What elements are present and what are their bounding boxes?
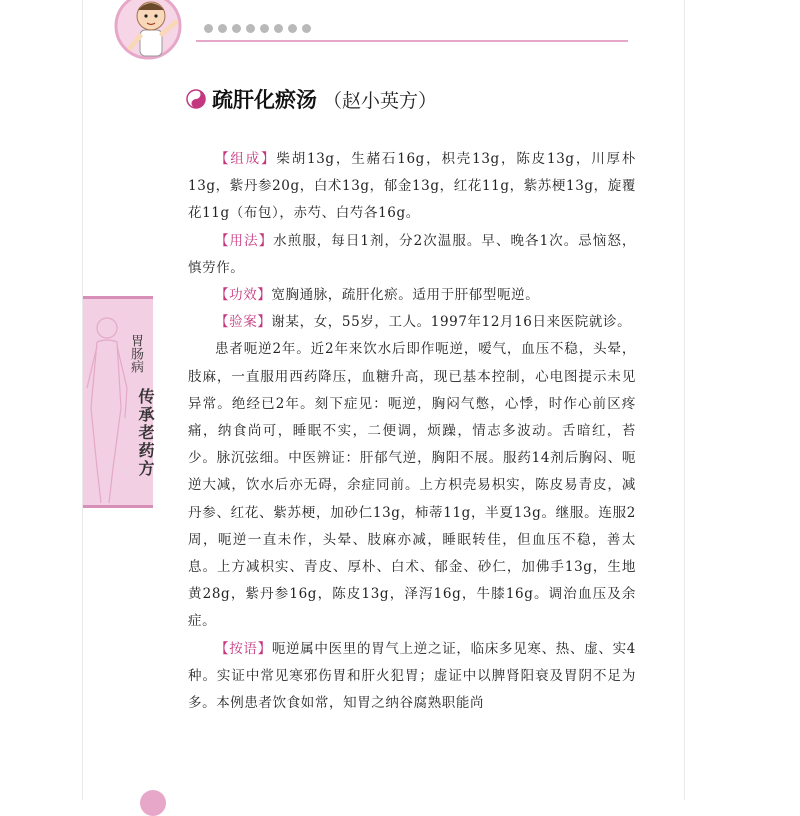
title-source: （赵小英方） xyxy=(323,89,438,112)
dot-icon xyxy=(274,24,283,33)
composition-paragraph xyxy=(188,146,636,228)
dot-icon xyxy=(232,24,241,33)
commentary-paragraph xyxy=(188,636,636,718)
recipe-title xyxy=(186,84,437,114)
recipe-body xyxy=(188,146,636,717)
dot-icon xyxy=(218,24,227,33)
section-tag: 【功效】 xyxy=(215,287,272,304)
title-main: 疏肝化瘀汤 xyxy=(212,88,317,112)
dot-icon xyxy=(204,24,213,33)
case-detail-paragraph xyxy=(188,336,636,635)
dot-icon xyxy=(246,24,255,33)
case-paragraph xyxy=(188,309,636,336)
section-text: 柴胡13g，生赭石16g，枳壳13g，陈皮13g，川厚朴13g，紫丹参20g，白术13g，郁金13g，红花11g，紫苏梗13g，旋覆花11g（布包），赤芍、白芍各16g。 xyxy=(188,151,636,222)
section-tag: 【按语】 xyxy=(215,640,272,657)
section-text: 患者呃逆2年。近2年来饮水后即作呃逆，嗳气，血压不稳，头晕，肢麻，一直服用西药降压，血糖升高，现已基本控制，心电图提示未见异常。绝经已2年。刻下症见：呃逆，胸闷气憋，心悸，时作心前区疼痛，纳食尚可，睡眠不实，二便调，烦躁，情志多波动。舌暗红，苔少。脉沉弦细。中医辨证：肝郁气逆，胸阳不展。服药14剂后胸闷、呃逆大减，饮水后亦无碍，余症同前。上方枳壳易枳实，陈皮易青皮，减丹参、红花、紫苏梗，加砂仁13g，柿蒂11g，半夏13g。继服。连服2周，呃逆一直未作，头晕、肢麻亦减，睡眠转佳，但血压不稳，善太息。上方减枳实、青皮、厚朴、白术、郁金、砂仁，加佛手13g，生地黄28g，紫丹参16g，陈皮13g，泽泻16g，牛膝16g。调治血压及余症。 xyxy=(188,341,636,630)
section-tag: 【用法】 xyxy=(215,232,274,249)
section-text: 呃逆属中医里的胃气上逆之证，临床多见寒、热、虚、实4种。实证中常见寒邪伤胃和肝火犯胃；虚证中以脾肾阳衰及胃阴不足为多。本例患者饮食如常，知胃之纳谷腐熟职能尚 xyxy=(188,640,636,712)
section-text: 宽胸通脉，疏肝化瘀。适用于肝郁型呃逆。 xyxy=(271,287,540,304)
page-edge-right xyxy=(684,0,685,800)
side-tab-rule-top xyxy=(83,296,153,299)
page-number-marker xyxy=(140,790,166,816)
dot-icon xyxy=(260,24,269,33)
section-tag: 【验案】 xyxy=(215,314,272,331)
header-dot-row xyxy=(204,24,311,33)
section-text: 谢某，女，55岁，工人。1997年12月16日来医院就诊。 xyxy=(271,314,632,331)
dot-icon xyxy=(288,24,297,33)
yin-yang-icon xyxy=(186,89,206,109)
dot-icon xyxy=(302,24,311,33)
section-text: 水煎服，每日1剂，分2次温服。早、晚各1次。忌恼怒，慎劳作。 xyxy=(188,232,636,276)
side-tab-rule-bottom xyxy=(83,505,153,508)
section-tag: 【组成】 xyxy=(215,151,277,167)
book-title-vertical: 传承老药方 xyxy=(136,388,155,478)
chapter-label: 胃肠病 xyxy=(128,334,143,373)
usage-paragraph xyxy=(188,228,636,282)
doctor-mascot-icon xyxy=(108,0,198,60)
efficacy-paragraph xyxy=(188,282,636,309)
header-rule xyxy=(196,40,628,42)
